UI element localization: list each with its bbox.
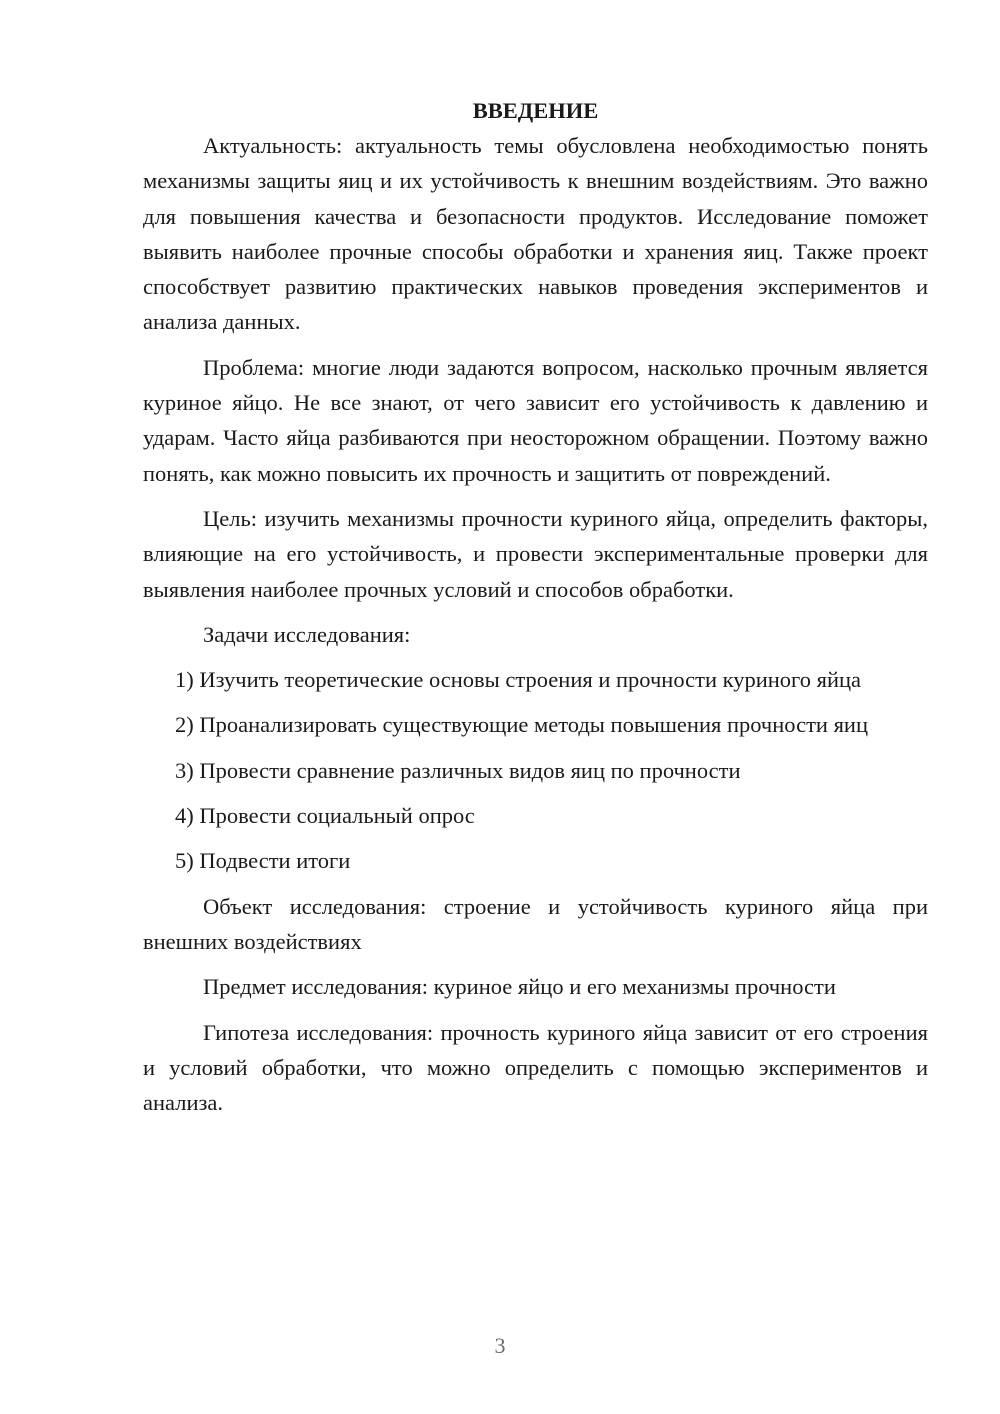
page-title: ВВЕДЕНИЕ [472,98,599,123]
paragraph-relevance: Актуальность: актуальность темы обусловлена необходимостью понять механизмы защиты яиц и их устойчивость к внешним воздействиям. Это важно для повышения качества и безопасности продуктов. Исследование поможет выявить наиболее прочные способы обработки и хранения яиц. Также проект способствует развитию практических навыков проведения экспериментов и анализа данных. [143,133,928,335]
list-item: 1) Изучить теоретические основы строения и прочности куриного яйца [175,667,862,693]
paragraph-problem: Проблема: многие люди задаются вопросом, насколько прочным является куриное яйцо. Не все знают, от чего зависит его устойчивость к давлению и ударам. Часто яйца разбиваются при неосторожном обращении. Поэтому важно понять, как можно повысить их прочность и защитить от повреждений. [143,354,928,486]
list-item: 5) Подвести итоги [175,848,351,874]
tasks-list [143,662,928,878]
paragraph-hypothesis: Гипотеза исследования: прочность куриного яйца зависит от его строения и условий обработки, что можно определить с помощью экспериментов и анализа. [143,1019,928,1116]
document-page [143,93,928,1120]
page-number: 3 [494,1333,506,1358]
tasks-heading: Задачи исследования: [203,621,411,647]
paragraph-object: Объект исследования: строение и устойчивость куриного яйца при внешних воздействиях [143,893,928,954]
paragraph-subject: Предмет исследования: куриное яйцо и его механизмы прочности [203,974,836,1000]
list-item: 2) Проанализировать существующие методы повышения прочности яиц [175,712,868,738]
paragraph-goal: Цель: изучить механизмы прочности куриного яйца, определить факторы, влияющие на его устойчивость, и провести экспериментальные проверки для выявления наиболее прочных условий и способов обработки. [143,505,928,602]
list-item: 3) Провести сравнение различных видов яиц по прочности [175,757,741,783]
list-item: 4) Провести социальный опрос [175,803,475,829]
